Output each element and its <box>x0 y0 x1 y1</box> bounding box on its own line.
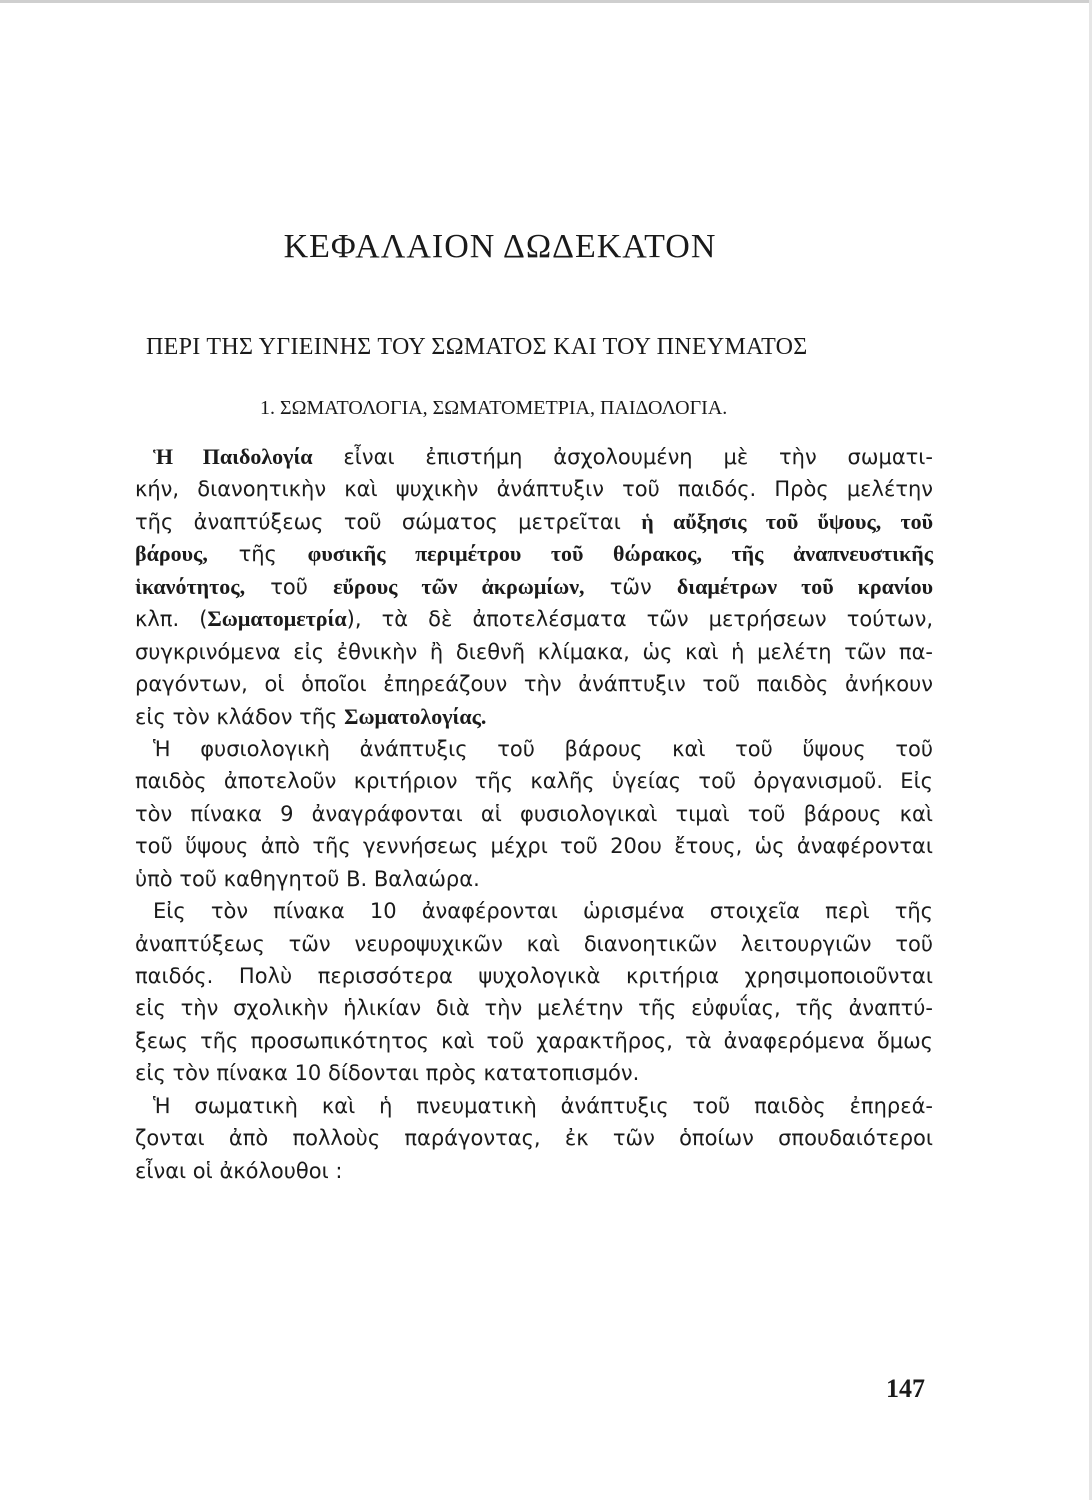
text-line <box>135 1122 933 1154</box>
text-run: παιδός. Πολὺ περισσότερα ψυχολογικὰ κριτήρια χρησιμοποιοῦνται <box>135 964 933 988</box>
text-run: τῶν <box>584 574 677 599</box>
text-line <box>135 992 933 1024</box>
text-run: ζονται ἀπὸ πολλοὺς παράγοντας, ἐκ τῶν ὁποίων σπουδαιότεροι <box>135 1126 933 1151</box>
text-line <box>135 798 933 830</box>
text-run: ἀναπτύξεως τῶν νευροψυχικῶν καὶ διανοητικῶν λειτουργιῶν τοῦ <box>135 931 933 956</box>
section-title: ΠΕΡΙ ΤΗΣ ΥΓΙΕΙΝΗΣ ΤΟΥ ΣΩΜΑΤΟΣ ΚΑΙ ΤΟΥ ΠΝΕΥΜΑΤΟΣ <box>146 334 808 360</box>
text-line <box>135 765 933 797</box>
text-run: τοῦ <box>245 574 334 599</box>
bold-term: ἱκανότητος, <box>135 573 246 599</box>
bold-term: Ἡ Παιδολογία <box>153 444 313 469</box>
subsection-title: 1. ΣΩΜΑΤΟΛΟΓΙΑ, ΣΩΜΑΤΟΜΕΤΡΙΑ, ΠΑΙΔΟΛΟΓΙΑ. <box>260 397 728 419</box>
text-run: εἰς τὴν σχολικὴν ἡλικίαν διὰ τὴν μελέτην τῆς εὐφυΐας, τῆς ἀναπτύ- <box>135 996 933 1021</box>
text-run: Ἡ σωματικὴ καὶ ἡ πνευματικὴ ἀνάπτυξις τοῦ παιδὸς ἐπηρεά- <box>153 1093 933 1118</box>
text-line <box>135 1155 933 1187</box>
text-line <box>135 506 933 538</box>
text-line <box>135 701 933 733</box>
text-run: εἶναι ἐπιστήμη ἀσχολουμένη μὲ τὴν σωματι- <box>312 445 933 469</box>
text-run: ξεως τῆς προσωπικότητος καὶ τοῦ χαρακτῆρος, τὰ ἀναφερόμενα ὅμως <box>135 1028 933 1053</box>
text-run: συγκρινόμενα εἰς ἐθνικὴν ἢ διεθνῆ κλίμακα, ὡς καὶ ἡ μελέτη τῶν πα- <box>135 639 933 664</box>
chapter-title: ΚΕΦΑΛΑΙΟΝ ΔΩΔΕΚΑΤΟΝ <box>283 228 717 265</box>
text-run: ὑπὸ τοῦ καθηγητοῦ Β. Βαλαώρα. <box>135 866 480 891</box>
bold-term: Σωματολογίας. <box>344 703 487 729</box>
text-line <box>135 1025 933 1057</box>
text-line <box>135 960 933 992</box>
text-line <box>135 830 933 862</box>
text-run: εἶναι οἱ ἀκόλουθοι : <box>135 1158 343 1183</box>
bold-term: βάρους, <box>135 541 208 567</box>
text-line <box>135 603 933 635</box>
text-run: κήν, διανοητικὴν καὶ ψυχικὴν ἀνάπτυξιν τοῦ παιδός. Πρὸς μελέτην <box>135 477 933 502</box>
bold-term: διαμέτρων τοῦ κρανίου <box>676 573 934 599</box>
text-run: εἰς τὸν κλάδον τῆς <box>135 704 345 729</box>
text-line <box>135 441 933 473</box>
text-run: τῆς ἀναπτύξεως τοῦ σώματος μετρεῖται <box>135 509 642 534</box>
page-number: 147 <box>886 1374 925 1403</box>
text-run: Ἡ φυσιολογικὴ ἀνάπτυξις τοῦ βάρους καὶ τοῦ ὕψους τοῦ <box>153 736 933 761</box>
text-line <box>135 895 933 927</box>
text-run: τῆς <box>207 542 308 567</box>
text-line <box>135 1090 933 1122</box>
text-line <box>135 928 933 960</box>
bold-term: Σωματομετρία <box>207 606 347 632</box>
text-run: ραγόντων, οἱ ὁποῖοι ἐπηρεάζουν τὴν ἀνάπτυξιν τοῦ παιδὸς ἀνήκουν <box>135 672 933 697</box>
text-run: τοῦ ὕψους ἀπὸ τῆς γεννήσεως μέχρι τοῦ 20ου ἔτους, ὡς ἀναφέρονται <box>135 834 933 859</box>
page-top-edge <box>0 0 1092 3</box>
bold-term: εὔρους τῶν ἀκρωμίων, <box>333 573 585 599</box>
bold-term: ἡ αὔξησις τοῦ ὕψους, τοῦ <box>641 508 934 534</box>
text-run: παιδὸς ἀποτελοῦν κριτήριον τῆς καλῆς ὑγείας τοῦ ὀργανισμοῦ. Εἰς <box>135 769 933 794</box>
text-run: εἰς τὸν πίνακα 10 δίδονται πρὸς κατατοπισμόν. <box>135 1061 640 1086</box>
text-run: Εἰς τὸν πίνακα 10 ἀναφέρονται ὡρισμένα στοιχεῖα περὶ τῆς <box>153 899 933 924</box>
text-line <box>135 473 933 505</box>
text-line <box>135 1057 933 1089</box>
text-run: κλπ. ( <box>135 607 208 632</box>
text-line <box>135 538 933 570</box>
bold-term: φυσικῆς περιμέτρου τοῦ θώρακος, τῆς ἀναπνευστικῆς <box>307 541 933 567</box>
text-run: ), τὰ δὲ ἀποτελέσματα τῶν μετρήσεων τούτων, <box>346 607 933 632</box>
text-line <box>135 636 933 668</box>
text-line <box>135 863 933 895</box>
text-line <box>135 571 933 603</box>
text-line <box>135 668 933 700</box>
body-text <box>135 441 933 1187</box>
text-line <box>135 733 933 765</box>
text-run: τὸν πίνακα 9 ἀναγράφονται αἱ φυσιολογικαὶ τιμαὶ τοῦ βάρους καὶ <box>135 801 933 826</box>
